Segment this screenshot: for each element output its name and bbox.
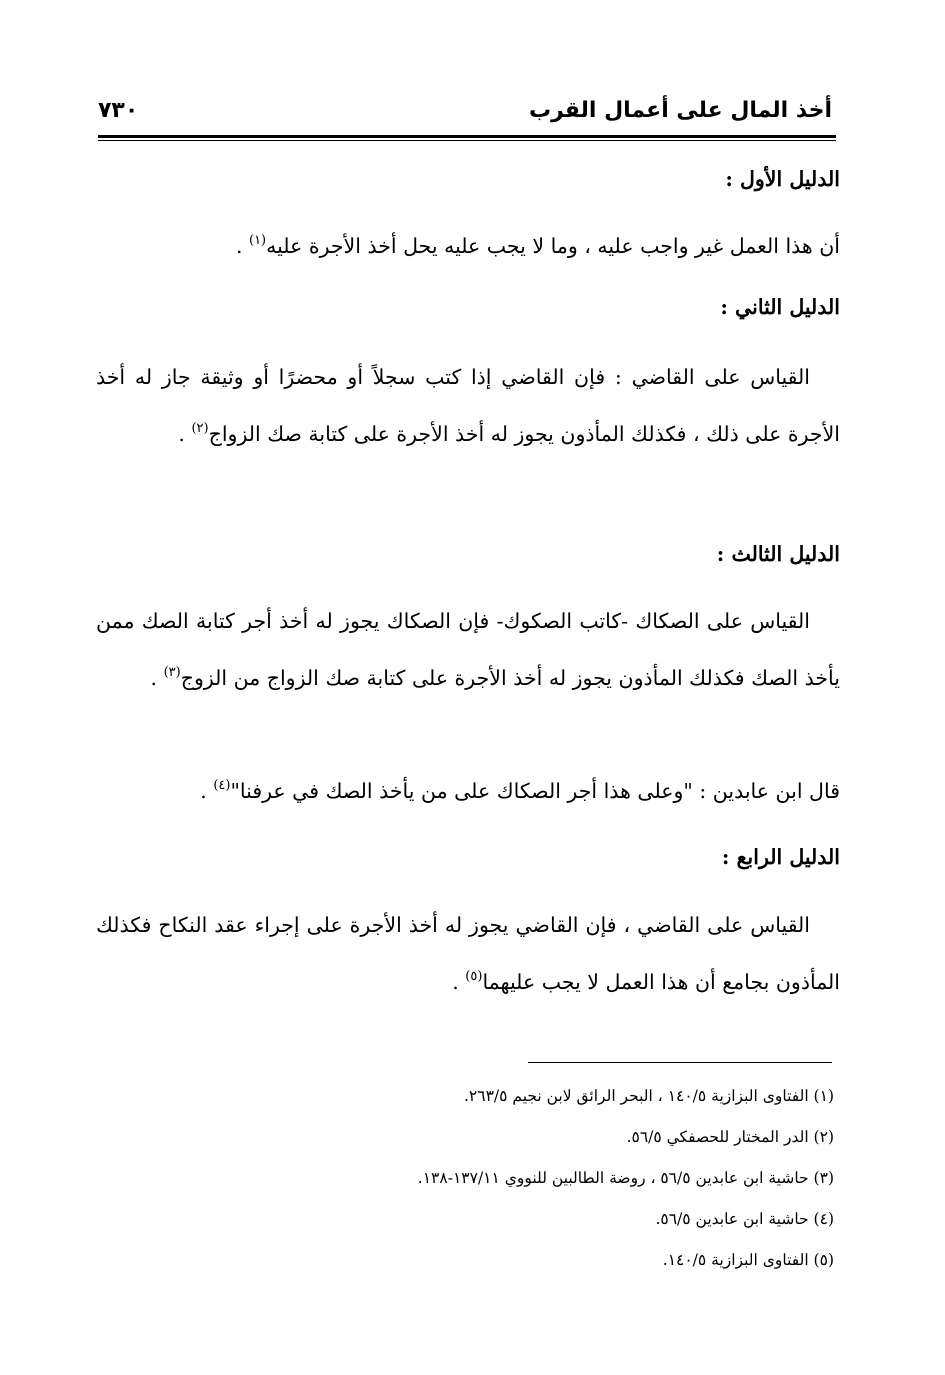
running-title: أخذ المال على أعمال القرب [528, 98, 832, 123]
footnote-ref: (٤) [213, 778, 231, 793]
section-heading: الدليل الثالث : [716, 542, 840, 566]
footnote: (٣) حاشية ابن عابدين ٥٦/٥ ، روضة الطالبين للنووي ١٣٧/١١-١٣٨. [417, 1169, 834, 1187]
paragraph-end: . [235, 234, 249, 258]
paragraph [96, 349, 840, 463]
paragraph-end: . [452, 970, 466, 994]
footnote-separator [528, 1062, 832, 1063]
footnote: (٥) الفتاوى البزازية ١٤٠/٥. [662, 1251, 834, 1269]
footnote: (١) الفتاوى البزازية ١٤٠/٥ ، البحر الرائق لابن نجيم ٢٦٣/٥. [463, 1087, 834, 1105]
section-heading: الدليل الثاني : [720, 295, 840, 319]
paragraph-text: القياس على القاضي : فإن القاضي إذا كتب سجلاً أو محضرًا أو وثيقة جاز له أخذ الأجرة على ذلك ، فكذلك المأذون يجوز له أخذ الأجرة على كتابة صك الزواج [96, 365, 840, 446]
section-heading: الدليل الأول : [725, 167, 840, 191]
footnote-ref: (١) [248, 233, 267, 248]
quote-paragraph [96, 763, 840, 820]
footnote: (٢) الدر المختار للحصفكي ٥٦/٥. [626, 1128, 834, 1146]
header-rule-thin [98, 140, 836, 141]
paragraph [96, 593, 840, 707]
header-rule-thick [98, 135, 836, 138]
footnote-ref: (٣) [163, 665, 181, 680]
paragraph-text: القياس على الصكاك -كاتب الصكوك- فإن الصكاك يجوز له أخذ أجر كتابة الصك ممن يأخذ الصك فكذلك المأذون يجوز له أخذ الأجرة على كتابة صك الزواج من الزوج [96, 609, 840, 690]
footnote-ref: (٢) [191, 421, 209, 436]
section-heading: الدليل الرابع : [721, 845, 840, 869]
paragraph [96, 218, 840, 275]
paragraph-end: . [200, 779, 214, 803]
page-number: ٧٣٠ [98, 98, 139, 123]
footnote: (٤) حاشية ابن عابدين ٥٦/٥. [655, 1210, 834, 1228]
footnote-ref: (٥) [465, 969, 483, 984]
footnotes [250, 1078, 834, 1283]
paragraph-text: أن هذا العمل غير واجب عليه ، وما لا يجب عليه يحل أخذ الأجرة عليه [266, 234, 840, 258]
paragraph-end: . [178, 422, 192, 446]
paragraph-text: القياس على القاضي ، فإن القاضي يجوز له أخذ الأجرة على إجراء عقد النكاح فكذلك المأذون بجامع أن هذا العمل لا يجب عليهما [96, 913, 840, 994]
running-header [98, 98, 832, 130]
paragraph [96, 897, 840, 1011]
paragraph-end: . [150, 666, 164, 690]
paragraph-text: قال ابن عابدين : "وعلى هذا أجر الصكاك على من يأخذ الصك في عرفنا" [230, 779, 840, 803]
